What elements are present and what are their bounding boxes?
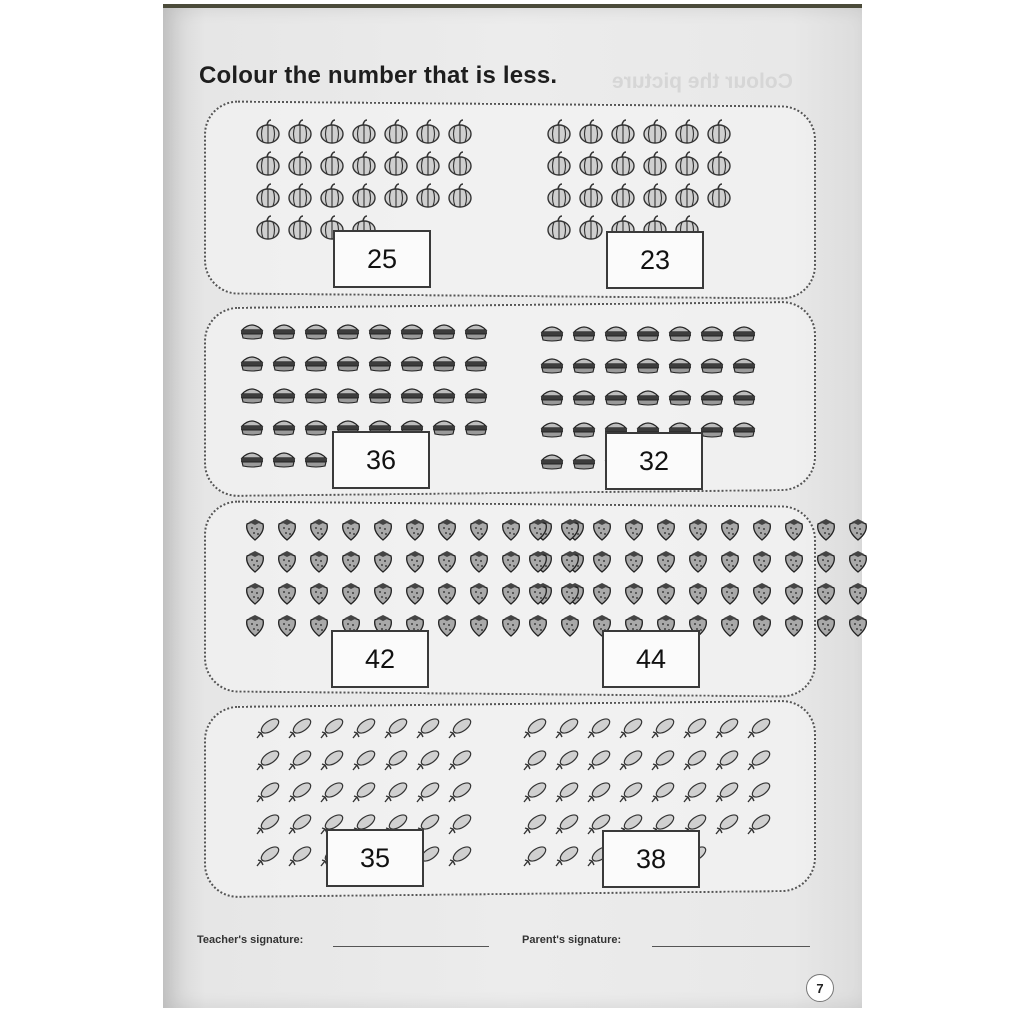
eggplant-icon — [681, 714, 709, 742]
strawberry-icon — [620, 578, 648, 606]
eggplant-icon — [745, 778, 773, 806]
strawberry-icon — [652, 546, 680, 574]
burger-icon — [270, 316, 298, 344]
strawberry-icon — [337, 578, 365, 606]
strawberry-icon — [556, 578, 584, 606]
strawberry-icon — [620, 546, 648, 574]
pumpkin-icon — [609, 149, 637, 177]
teacher-signature-line[interactable] — [333, 946, 489, 947]
strawberry-icon — [273, 578, 301, 606]
eggplant-icon — [254, 714, 282, 742]
pumpkin-icon — [382, 181, 410, 209]
burger-icon — [602, 318, 630, 346]
strawberry-icon — [716, 610, 744, 638]
burger-icon — [430, 348, 458, 376]
burger-icon — [302, 444, 330, 472]
eggplant-icon — [254, 842, 282, 870]
pumpkin-icon — [286, 213, 314, 241]
strawberry-icon — [588, 546, 616, 574]
strawberry-icon — [305, 546, 333, 574]
burger-icon — [430, 316, 458, 344]
strawberry-icon — [556, 546, 584, 574]
strawberry-icon — [465, 514, 493, 542]
eggplant-icon — [553, 714, 581, 742]
pumpkin-icon — [286, 181, 314, 209]
eggplant-icon — [713, 778, 741, 806]
page-number: 7 — [806, 974, 834, 1002]
eggplant-icon — [414, 714, 442, 742]
strawberry-icon — [748, 610, 776, 638]
strawberry-icon — [748, 546, 776, 574]
eggplant-icon — [553, 778, 581, 806]
strawberry-icon — [716, 578, 744, 606]
eggplant-icon — [446, 746, 474, 774]
burger-icon — [238, 316, 266, 344]
burger-icon — [302, 412, 330, 440]
strawberry-icon — [241, 546, 269, 574]
eggplant-icon — [745, 714, 773, 742]
strawberry-icon — [465, 578, 493, 606]
strawberry-icon — [433, 578, 461, 606]
strawberry-icon — [844, 578, 872, 606]
eggplant-icon — [446, 714, 474, 742]
burger-icon — [430, 380, 458, 408]
burger-icon — [270, 348, 298, 376]
burger-icon — [730, 318, 758, 346]
pumpkin-icon — [609, 117, 637, 145]
eggplant-icon — [446, 778, 474, 806]
pumpkin-icon — [673, 181, 701, 209]
strawberry-icon — [369, 546, 397, 574]
pumpkin-icon — [382, 149, 410, 177]
burger-icon — [570, 318, 598, 346]
strawberry-icon — [524, 546, 552, 574]
pumpkin-icon — [673, 149, 701, 177]
strawberry-icon — [684, 546, 712, 574]
strawberry-icon — [524, 578, 552, 606]
burger-icon — [538, 414, 566, 442]
burger-icon — [462, 316, 490, 344]
object-group-left-1 — [254, 117, 474, 241]
number-box-right-3[interactable]: 44 — [602, 630, 700, 688]
strawberry-icon — [748, 578, 776, 606]
burger-icon — [334, 316, 362, 344]
strawberry-icon — [588, 578, 616, 606]
strawberry-icon — [780, 578, 808, 606]
strawberry-icon — [524, 514, 552, 542]
burger-icon — [270, 444, 298, 472]
strawberry-icon — [369, 514, 397, 542]
eggplant-icon — [286, 842, 314, 870]
burger-icon — [730, 350, 758, 378]
eggplant-icon — [617, 746, 645, 774]
eggplant-icon — [553, 810, 581, 838]
strawberry-icon — [684, 514, 712, 542]
strawberry-icon — [305, 578, 333, 606]
strawberry-icon — [241, 514, 269, 542]
strawberry-icon — [401, 578, 429, 606]
strawberry-icon — [401, 546, 429, 574]
object-group-right-3 — [524, 514, 872, 638]
eggplant-icon — [286, 746, 314, 774]
number-box-right-4[interactable]: 38 — [602, 830, 700, 888]
eggplant-icon — [649, 746, 677, 774]
number-box-left-4[interactable]: 35 — [326, 829, 424, 887]
strawberry-icon — [465, 610, 493, 638]
strawberry-icon — [337, 546, 365, 574]
pumpkin-icon — [414, 149, 442, 177]
eggplant-icon — [681, 778, 709, 806]
strawberry-icon — [433, 514, 461, 542]
eggplant-icon — [649, 714, 677, 742]
pumpkin-icon — [577, 149, 605, 177]
strawberry-icon — [556, 610, 584, 638]
burger-icon — [698, 350, 726, 378]
eggplant-icon — [521, 810, 549, 838]
burger-icon — [270, 412, 298, 440]
burger-icon — [238, 444, 266, 472]
strawberry-icon — [524, 610, 552, 638]
pumpkin-icon — [577, 117, 605, 145]
burger-icon — [730, 382, 758, 410]
eggplant-icon — [553, 746, 581, 774]
burger-icon — [570, 382, 598, 410]
burger-icon — [666, 350, 694, 378]
burger-icon — [366, 316, 394, 344]
pumpkin-icon — [382, 117, 410, 145]
burger-icon — [538, 446, 566, 474]
eggplant-icon — [649, 778, 677, 806]
strawberry-icon — [241, 578, 269, 606]
strawberry-icon — [305, 514, 333, 542]
burger-icon — [238, 380, 266, 408]
pumpkin-icon — [545, 117, 573, 145]
number-box-left-1[interactable]: 25 — [333, 230, 431, 288]
eggplant-icon — [286, 810, 314, 838]
burger-icon — [366, 348, 394, 376]
strawberry-icon — [497, 610, 525, 638]
eggplant-icon — [713, 746, 741, 774]
pumpkin-icon — [318, 181, 346, 209]
burger-icon — [698, 382, 726, 410]
burger-icon — [538, 318, 566, 346]
eggplant-icon — [318, 746, 346, 774]
strawberry-icon — [497, 578, 525, 606]
burger-icon — [398, 380, 426, 408]
burger-icon — [302, 380, 330, 408]
eggplant-icon — [521, 778, 549, 806]
eggplant-icon — [254, 746, 282, 774]
eggplant-icon — [617, 714, 645, 742]
burger-icon — [602, 350, 630, 378]
strawberry-icon — [844, 546, 872, 574]
burger-icon — [302, 348, 330, 376]
strawberry-icon — [588, 514, 616, 542]
burger-icon — [462, 380, 490, 408]
number-box-left-3[interactable]: 42 — [331, 630, 429, 688]
eggplant-icon — [414, 778, 442, 806]
burger-icon — [270, 380, 298, 408]
burger-icon — [462, 348, 490, 376]
strawberry-icon — [620, 514, 648, 542]
strawberry-icon — [780, 546, 808, 574]
strawberry-icon — [812, 514, 840, 542]
eggplant-icon — [585, 746, 613, 774]
burger-icon — [538, 382, 566, 410]
eggplant-icon — [713, 714, 741, 742]
burger-icon — [366, 380, 394, 408]
pumpkin-icon — [414, 181, 442, 209]
eggplant-icon — [446, 810, 474, 838]
burger-icon — [602, 382, 630, 410]
burger-icon — [462, 412, 490, 440]
pumpkin-icon — [641, 149, 669, 177]
strawberry-icon — [716, 514, 744, 542]
pumpkin-icon — [673, 117, 701, 145]
pumpkin-icon — [545, 213, 573, 241]
pumpkin-icon — [705, 117, 733, 145]
eggplant-icon — [350, 714, 378, 742]
strawberry-icon — [812, 578, 840, 606]
pumpkin-icon — [254, 117, 282, 145]
pumpkin-icon — [705, 181, 733, 209]
eggplant-icon — [414, 746, 442, 774]
pumpkin-icon — [254, 149, 282, 177]
parent-signature-label: Parent's signature: — [522, 934, 622, 946]
strawberry-icon — [780, 610, 808, 638]
pumpkin-icon — [577, 213, 605, 241]
strawberry-icon — [780, 514, 808, 542]
pumpkin-icon — [318, 149, 346, 177]
teacher-signature-label: Teacher's signature: — [197, 934, 304, 946]
pumpkin-icon — [318, 117, 346, 145]
strawberry-icon — [748, 514, 776, 542]
burger-icon — [698, 318, 726, 346]
object-group-right-1 — [545, 117, 733, 241]
burger-icon — [398, 348, 426, 376]
pumpkin-icon — [254, 213, 282, 241]
pumpkin-icon — [577, 181, 605, 209]
strawberry-icon — [401, 514, 429, 542]
burger-icon — [634, 382, 662, 410]
strawberry-icon — [812, 610, 840, 638]
strawberry-icon — [305, 610, 333, 638]
eggplant-icon — [318, 778, 346, 806]
burger-icon — [570, 446, 598, 474]
burger-icon — [334, 348, 362, 376]
eggplant-icon — [745, 810, 773, 838]
burger-icon — [570, 414, 598, 442]
strawberry-icon — [273, 546, 301, 574]
eggplant-icon — [350, 778, 378, 806]
pumpkin-icon — [641, 181, 669, 209]
burger-icon — [570, 350, 598, 378]
strawberry-icon — [497, 546, 525, 574]
pumpkin-icon — [446, 149, 474, 177]
eggplant-icon — [745, 746, 773, 774]
pumpkin-icon — [414, 117, 442, 145]
strawberry-icon — [465, 546, 493, 574]
eggplant-icon — [553, 842, 581, 870]
parent-signature-line[interactable] — [652, 946, 810, 947]
pumpkin-icon — [254, 181, 282, 209]
burger-icon — [302, 316, 330, 344]
eggplant-icon — [350, 746, 378, 774]
burger-icon — [666, 382, 694, 410]
strawberry-icon — [369, 578, 397, 606]
strawberry-icon — [684, 578, 712, 606]
pumpkin-icon — [286, 117, 314, 145]
eggplant-icon — [521, 714, 549, 742]
eggplant-icon — [521, 842, 549, 870]
eggplant-icon — [286, 714, 314, 742]
strawberry-icon — [652, 578, 680, 606]
burger-icon — [398, 316, 426, 344]
burger-icon — [666, 318, 694, 346]
instruction-title: Colour the number that is less. — [199, 62, 558, 89]
burger-icon — [538, 350, 566, 378]
eggplant-icon — [521, 746, 549, 774]
burger-icon — [334, 380, 362, 408]
strawberry-icon — [556, 514, 584, 542]
burger-icon — [238, 412, 266, 440]
strawberry-icon — [716, 546, 744, 574]
strawberry-icon — [844, 610, 872, 638]
eggplant-icon — [446, 842, 474, 870]
strawberry-icon — [241, 610, 269, 638]
pumpkin-icon — [641, 117, 669, 145]
pumpkin-icon — [545, 149, 573, 177]
eggplant-icon — [382, 778, 410, 806]
pumpkin-icon — [609, 181, 637, 209]
strawberry-icon — [812, 546, 840, 574]
burger-icon — [238, 348, 266, 376]
pumpkin-icon — [705, 149, 733, 177]
eggplant-icon — [286, 778, 314, 806]
eggplant-icon — [585, 778, 613, 806]
pumpkin-icon — [350, 149, 378, 177]
eggplant-icon — [617, 778, 645, 806]
show-through-title: Colour the picture — [612, 70, 793, 93]
pumpkin-icon — [446, 181, 474, 209]
pumpkin-icon — [350, 117, 378, 145]
strawberry-icon — [844, 514, 872, 542]
number-box-right-1[interactable]: 23 — [606, 231, 704, 289]
burger-icon — [730, 414, 758, 442]
eggplant-icon — [382, 746, 410, 774]
pumpkin-icon — [350, 181, 378, 209]
strawberry-icon — [497, 514, 525, 542]
eggplant-icon — [681, 746, 709, 774]
strawberry-icon — [433, 610, 461, 638]
strawberry-icon — [273, 514, 301, 542]
eggplant-icon — [585, 714, 613, 742]
strawberry-icon — [273, 610, 301, 638]
eggplant-icon — [713, 810, 741, 838]
pumpkin-icon — [446, 117, 474, 145]
pumpkin-icon — [545, 181, 573, 209]
eggplant-icon — [254, 778, 282, 806]
eggplant-icon — [254, 810, 282, 838]
burger-icon — [634, 318, 662, 346]
strawberry-icon — [433, 546, 461, 574]
burger-icon — [430, 412, 458, 440]
eggplant-icon — [318, 714, 346, 742]
pumpkin-icon — [286, 149, 314, 177]
burger-icon — [634, 350, 662, 378]
strawberry-icon — [652, 514, 680, 542]
eggplant-icon — [382, 714, 410, 742]
strawberry-icon — [337, 514, 365, 542]
number-box-right-2[interactable]: 32 — [605, 432, 703, 490]
number-box-left-2[interactable]: 36 — [332, 431, 430, 489]
